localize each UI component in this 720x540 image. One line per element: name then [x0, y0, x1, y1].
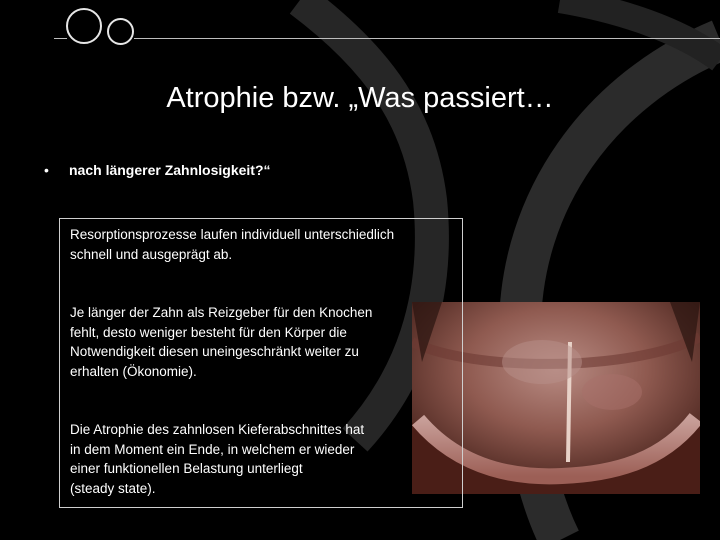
bullet-symbol: •	[44, 162, 49, 178]
content-textbox	[59, 218, 463, 508]
arc-top-right	[560, 0, 720, 60]
logo-ring-small	[107, 18, 134, 45]
paragraph-stimulus: Je länger der Zahn als Reizgeber für den Knochen fehlt, desto weniger besteht für den Körper die Notwendigkeit diesen uneingeschränkt weiter zu erhalten (Ökonomie).	[70, 305, 373, 379]
paragraph-steady-state: Die Atrophie des zahnlosen Kieferabschnittes hat in dem Moment ein Ende, in welchem er wieder einer funktionellen Belastung unterliegt (steady state).	[70, 422, 365, 496]
slide-title: Atrophie bzw. „Was passiert…	[166, 82, 554, 114]
bullet-item	[44, 162, 271, 178]
logo-ring-large	[66, 8, 102, 44]
bullet-text: nach längerer Zahnlosigkeit?“	[69, 162, 271, 178]
paragraph-resorption: Resorptionsprozesse laufen individuell unterschiedlich schnell und ausgeprägt ab.	[70, 227, 395, 262]
header-rule-right	[134, 38, 720, 39]
header-rule-left	[54, 38, 67, 39]
